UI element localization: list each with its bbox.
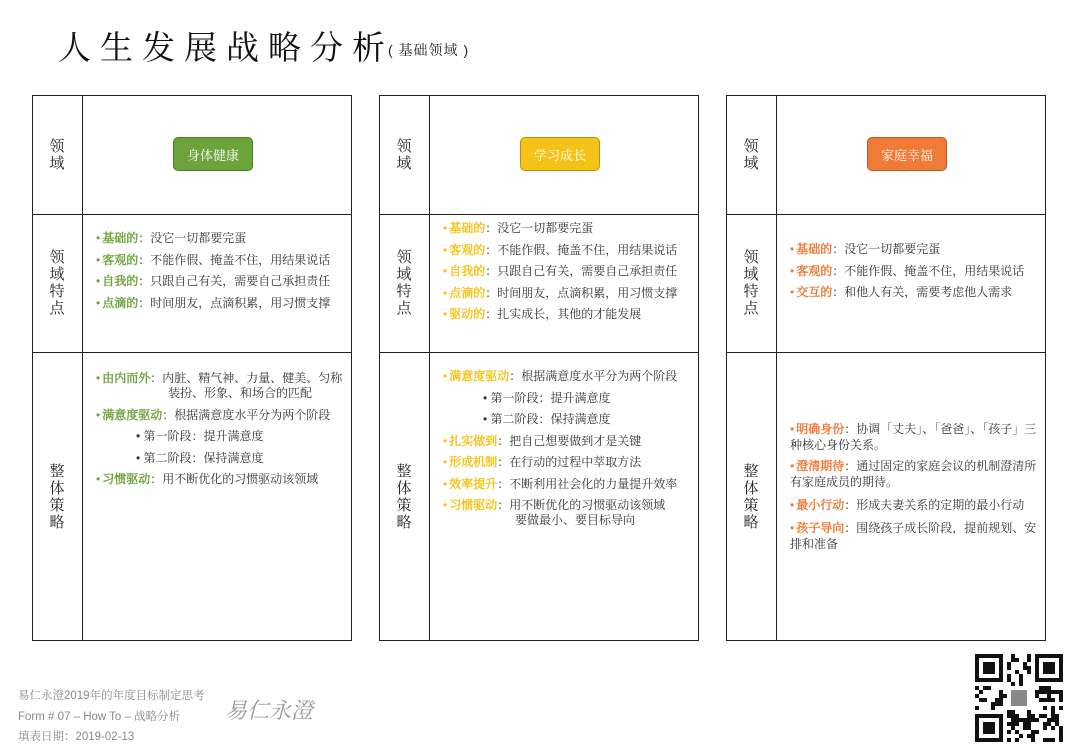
label-traits: 领域特点	[743, 249, 761, 317]
keyword: 点滴的	[449, 285, 486, 300]
bullet-icon: •	[96, 371, 101, 385]
description: ：用不断优化的习惯驱动该领域	[150, 472, 319, 486]
keyword: 交互的	[796, 285, 833, 299]
keyword: 澄清期待	[796, 459, 845, 473]
keyword: 基础的	[796, 242, 833, 256]
description: ：不能作假、掩盖不住，用结果说话	[832, 263, 1025, 278]
label-domain: 领域	[396, 138, 414, 172]
trait-item	[790, 261, 1039, 283]
description: ：只跟自己有关，需要自己承担责任	[138, 274, 331, 288]
label-domain: 领域	[49, 138, 67, 172]
bullet-icon: •	[443, 498, 448, 512]
bullet-icon: •	[790, 498, 795, 512]
trait-item	[790, 282, 1039, 304]
bullet-icon: •	[96, 472, 101, 486]
strategy-item	[790, 495, 1039, 517]
strategy-sub-item: • 第一阶段：提升满意度	[136, 429, 264, 443]
keyword: 满意度驱动	[102, 407, 163, 422]
domain-badge: 学习成长	[520, 137, 600, 171]
strategy-item	[790, 421, 1039, 453]
description: ：没它一切都要完蛋	[832, 242, 941, 256]
label-strategy: 整体策略	[49, 463, 67, 531]
keyword: 客观的	[449, 242, 486, 257]
trait-item	[96, 228, 345, 250]
bullet-icon: •	[790, 459, 795, 473]
strategy-sub-item: • 第一阶段：提升满意度	[483, 390, 611, 405]
keyword: 客观的	[102, 252, 139, 267]
bullet-icon: •	[790, 422, 795, 436]
description: ：根据满意度水平分为两个阶段	[162, 407, 331, 422]
description: ：根据满意度水平分为两个阶段	[509, 369, 678, 383]
bullet-icon: •	[790, 520, 795, 535]
label-traits: 领域特点	[396, 249, 414, 317]
description: ：不能作假、掩盖不住，用结果说话	[485, 242, 678, 257]
qr-code	[975, 654, 1063, 742]
description: ：协调「丈夫」、「爸爸」、「孩子」三种核心身份关系。	[790, 422, 1037, 452]
description: ：扎实成长，其他的才能发展	[485, 307, 642, 321]
keyword: 由内而外	[102, 371, 151, 385]
strategy-list	[790, 418, 1039, 557]
strategy-list	[96, 368, 345, 491]
bullet-icon: •	[443, 307, 448, 321]
footer-line-2: Form # 07 – How To – 战略分析	[18, 710, 181, 723]
trait-item	[443, 304, 692, 326]
description: ：在行动的过程中萃取方法	[497, 455, 642, 469]
trait-item	[790, 239, 1039, 261]
traits-list	[443, 218, 692, 326]
keyword: 最小行动	[796, 498, 845, 512]
strategy-item	[443, 366, 692, 388]
bullet-icon: •	[443, 433, 448, 448]
description: ：形成夫妻关系的定期的最小行动	[844, 498, 1025, 512]
trait-item	[96, 271, 345, 293]
keyword: 孩子导向	[796, 520, 845, 535]
label-traits: 领域特点	[49, 249, 67, 317]
strategy-item-continuation: 装扮、形象、和场合的匹配	[168, 385, 313, 400]
strategy-item	[790, 458, 1039, 490]
strategy-sub-item: • 第二阶段：保持满意度	[136, 450, 264, 465]
keyword: 驱动的	[449, 307, 486, 321]
bullet-icon: •	[96, 231, 101, 245]
description: ：把自己想要做到才是关键	[497, 433, 642, 448]
bullet-icon: •	[443, 476, 448, 491]
bullet-icon: •	[443, 455, 448, 469]
strategy-item	[443, 474, 692, 496]
bullet-icon: •	[443, 221, 448, 235]
description: ：用不断优化的习惯驱动该领域	[497, 498, 666, 512]
strategy-item	[443, 431, 692, 453]
bullet-icon: •	[96, 274, 101, 288]
label-domain: 领域	[743, 138, 761, 172]
description: ：围绕孩子成长阶段，提前规划、安排和准备	[790, 520, 1037, 551]
keyword: 形成机制	[449, 455, 498, 469]
description: ：时间朋友，点滴积累，用习惯支撑	[485, 285, 678, 300]
page-title: 人生发展战略分析( 基础领域 )	[58, 29, 470, 66]
trait-item	[443, 283, 692, 305]
keyword: 习惯驱动	[449, 498, 498, 512]
strategy-sub-item: • 第二阶段：保持满意度	[483, 412, 611, 426]
bullet-icon: •	[790, 263, 795, 278]
keyword: 自我的	[102, 274, 139, 288]
trait-item	[443, 240, 692, 262]
bullet-icon: •	[790, 242, 795, 256]
description: ：通过固定的家庭会议的机制澄清所有家庭成员的期待。	[790, 459, 1037, 489]
trait-item	[443, 218, 692, 240]
bullet-icon: •	[96, 252, 101, 267]
description: ：只跟自己有关，需要自己承担责任	[485, 264, 678, 278]
description: ：没它一切都要完蛋	[138, 231, 247, 245]
label-strategy: 整体策略	[743, 463, 761, 531]
bullet-icon: •	[790, 285, 795, 299]
bullet-icon: •	[96, 295, 101, 310]
keyword: 基础的	[449, 221, 486, 235]
description: ：内脏、精气神、力量、健美、匀称	[150, 371, 343, 385]
keyword: 习惯驱动	[102, 472, 151, 486]
footer-line-3: 填表日期：2019-02-13	[18, 731, 135, 743]
domain-badge: 家庭幸福	[867, 137, 947, 171]
strategy-item	[96, 405, 345, 427]
strategy-list	[443, 366, 692, 532]
traits-list	[96, 228, 345, 314]
keyword: 自我的	[449, 264, 486, 278]
keyword: 效率提升	[449, 476, 498, 491]
domain-card	[32, 95, 352, 641]
domain-card	[379, 95, 699, 641]
keyword: 明确身份	[796, 422, 845, 436]
trait-item	[96, 250, 345, 272]
keyword: 客观的	[796, 263, 833, 278]
bullet-icon: •	[443, 285, 448, 300]
strategy-item	[96, 469, 345, 491]
description: ：和他人有关，需要考虑他人需求	[832, 285, 1013, 299]
trait-item	[96, 293, 345, 315]
traits-list	[790, 239, 1039, 304]
domain-badge: 身体健康	[173, 137, 253, 171]
footer-line-1: 易仁永澄2019年的年度目标制定思考	[18, 690, 205, 702]
domain-card	[726, 95, 1046, 641]
page-subtitle: ( 基础领域 )	[388, 42, 470, 58]
bullet-icon: •	[443, 264, 448, 278]
description: ：时间朋友，点滴积累，用习惯支撑	[138, 295, 331, 310]
footer-info	[18, 686, 205, 748]
strategy-item-continuation: 要做最小、要目标导向	[515, 512, 636, 527]
strategy-item	[790, 520, 1039, 552]
keyword: 基础的	[102, 231, 139, 245]
label-strategy: 整体策略	[396, 463, 414, 531]
keyword: 点滴的	[102, 295, 139, 310]
bullet-icon: •	[443, 242, 448, 257]
strategy-item	[443, 452, 692, 474]
bullet-icon: •	[443, 369, 448, 383]
keyword: 满意度驱动	[449, 369, 510, 383]
keyword: 扎实做到	[449, 433, 498, 448]
description: ：不能作假、掩盖不住，用结果说话	[138, 252, 331, 267]
bullet-icon: •	[96, 407, 101, 422]
description: ：没它一切都要完蛋	[485, 221, 594, 235]
description: ：不断利用社会化的力量提升效率	[497, 476, 678, 491]
signature: 易仁永澄	[225, 699, 314, 724]
trait-item	[443, 261, 692, 283]
